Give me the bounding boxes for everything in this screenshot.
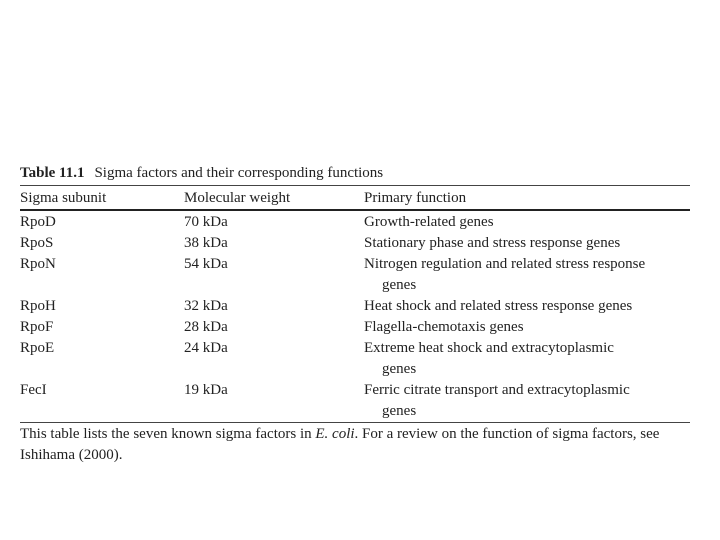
cell-sigma-subunit: RpoF (20, 319, 54, 335)
function-text-continuation: genes (382, 277, 417, 293)
cell-molecular-weight: 54 kDa (184, 256, 228, 272)
footnote-italic-organism: E. coli (315, 426, 355, 442)
cell-sigma-subunit: RpoE (20, 340, 55, 356)
header-molecular-weight: Molecular weight (184, 190, 291, 206)
cell-primary-function (364, 233, 690, 254)
table-footnote (20, 424, 690, 466)
header-row (20, 186, 690, 209)
cell-sigma-subunit: RpoD (20, 214, 56, 230)
function-text: Heat shock and related stress response genes (364, 298, 633, 314)
function-text-continuation: genes (382, 361, 417, 377)
function-text-continuation: genes (382, 403, 417, 419)
cell-sigma-subunit: FecI (20, 382, 47, 398)
function-text: Growth-related genes (364, 214, 494, 230)
table-row (20, 380, 690, 422)
header-primary-function: Primary function (364, 190, 467, 206)
cell-primary-function (364, 211, 690, 233)
cell-primary-function (364, 338, 690, 380)
sigma-factor-table-body (20, 211, 690, 422)
cell-sigma-subunit: RpoH (20, 298, 56, 314)
cell-molecular-weight: 19 kDa (184, 382, 228, 398)
cell-molecular-weight: 70 kDa (184, 214, 228, 230)
sigma-factor-table (20, 186, 690, 209)
table-header (20, 186, 690, 209)
cell-primary-function (364, 296, 690, 317)
function-text: Extreme heat shock and extracytoplasmic (364, 340, 614, 356)
cell-molecular-weight: 24 kDa (184, 340, 228, 356)
cell-sigma-subunit: RpoS (20, 235, 54, 251)
cell-molecular-weight: 28 kDa (184, 319, 228, 335)
footnote-text-after: . For a review on the function of sigma factors, see Ishihama (2000). (20, 426, 660, 463)
function-text: Ferric citrate transport and extracytoplasmic (364, 382, 630, 398)
bottom-rule (20, 422, 690, 423)
function-text: Nitrogen regulation and related stress response (364, 256, 646, 272)
cell-primary-function (364, 380, 690, 422)
function-text: Stationary phase and stress response genes (364, 235, 621, 251)
header-sigma-subunit: Sigma subunit (20, 190, 107, 206)
cell-molecular-weight: 38 kDa (184, 235, 228, 251)
table-row (20, 254, 690, 296)
function-text: Flagella-chemotaxis genes (364, 319, 524, 335)
table-row (20, 211, 690, 233)
table-row (20, 338, 690, 380)
table-caption (20, 164, 690, 183)
table-body (20, 211, 690, 422)
sigma-factor-table-block (20, 164, 690, 466)
cell-molecular-weight: 32 kDa (184, 298, 228, 314)
cell-primary-function (364, 317, 690, 338)
cell-sigma-subunit: RpoN (20, 256, 56, 272)
table-title: Sigma factors and their corresponding functions (94, 165, 384, 181)
table-number: Table 11.1 (20, 165, 85, 181)
cell-primary-function (364, 254, 690, 296)
table-row (20, 317, 690, 338)
footnote-text-before: This table lists the seven known sigma factors in (20, 426, 316, 442)
table-row (20, 233, 690, 254)
table-row (20, 296, 690, 317)
